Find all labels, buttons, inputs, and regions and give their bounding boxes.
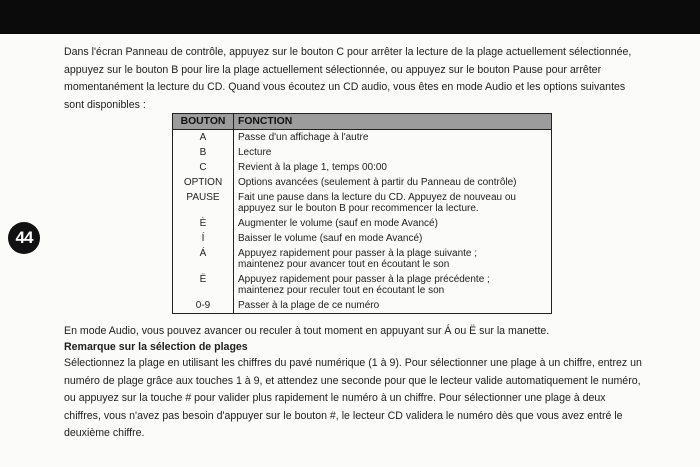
- row-function: Revient à la plage 1, temps 00:00: [234, 160, 552, 175]
- table-row: [173, 145, 552, 160]
- row-button: È: [173, 216, 234, 231]
- table-row: [173, 190, 552, 216]
- row-button: PAUSE: [173, 190, 234, 216]
- header-function: FONCTION: [234, 114, 552, 130]
- page-number-badge: 44: [8, 222, 40, 254]
- table-header-row: [173, 114, 552, 130]
- table-row: [173, 130, 552, 146]
- row-button: Á: [173, 246, 234, 272]
- table-row: [173, 231, 552, 246]
- row-button: B: [173, 145, 234, 160]
- row-function: Passer à la plage de ce numéro: [234, 298, 552, 314]
- row-function: Lecture: [234, 145, 552, 160]
- table-row: [173, 175, 552, 190]
- row-function: Fait une pause dans la lecture du CD. Appuyez de nouveau ou appuyez sur le bouton B pour recommencer la lecture.: [234, 190, 552, 216]
- row-function: Baisser le volume (sauf en mode Avancé): [234, 231, 552, 246]
- row-function: Appuyez rapidement pour passer à la plage précédente ; maintenez pour reculer tout en écoutant le son: [234, 272, 552, 298]
- table-row: [173, 298, 552, 314]
- row-function: Passe d'un affichage à l'autre: [234, 130, 552, 146]
- remark-heading: Remarque sur la sélection de plages: [64, 341, 248, 353]
- row-button: Ë: [173, 272, 234, 298]
- row-button: OPTION: [173, 175, 234, 190]
- audio-mode-note: En mode Audio, vous pouvez avancer ou reculer à tout moment en appuyant sur Á ou Ë sur la manette.: [64, 325, 550, 337]
- row-button: 0-9: [173, 298, 234, 314]
- row-function: Augmenter le volume (sauf en mode Avancé): [234, 216, 552, 231]
- row-button: A: [173, 130, 234, 146]
- table-row: [173, 160, 552, 175]
- button-function-table: [172, 113, 552, 314]
- header-button: BOUTON: [173, 114, 234, 130]
- row-function: Appuyez rapidement pour passer à la plage suivante ; maintenez pour avancer tout en écoutant le son: [234, 246, 552, 272]
- table-row: [173, 216, 552, 231]
- intro-paragraph: Dans l'écran Panneau de contrôle, appuyez sur le bouton C pour arrêter la lecture de la plage actuellement sélectionnée, appuyez sur le bouton B pour lire la plage actuellement sélectionnée, ou appuyez sur le bouton Pause pour arrêter momentanément la lecture du CD. Quand vous écoutez un CD audio, vous êtes en mode Audio et les options suivantes sont disponibles :: [64, 46, 632, 111]
- remark-body: Sélectionnez la plage en utilisant les chiffres du pavé numérique (1 à 9). Pour sélectionner une plage à un chiffre, entrez un numéro de plage grâce aux touches 1 à 9, et attendez une seconde pour que le lecteur valide automatiquement le numéro, ou appuyez sur la touche # pour valider plus rapidement le numéro à un chiffre. Pour sélectionner une plage à deux chiffres, vous n'avez pas besoin d'appuyer sur le bouton #, le lecteur CD validera le numéro dès que vous avez entré le deuxième chiffre.: [64, 357, 642, 440]
- scan-top-border: [0, 0, 700, 34]
- row-function: Options avancées (seulement à partir du Panneau de contrôle): [234, 175, 552, 190]
- row-button: Í: [173, 231, 234, 246]
- table-row: [173, 246, 552, 272]
- table-row: [173, 272, 552, 298]
- row-button: C: [173, 160, 234, 175]
